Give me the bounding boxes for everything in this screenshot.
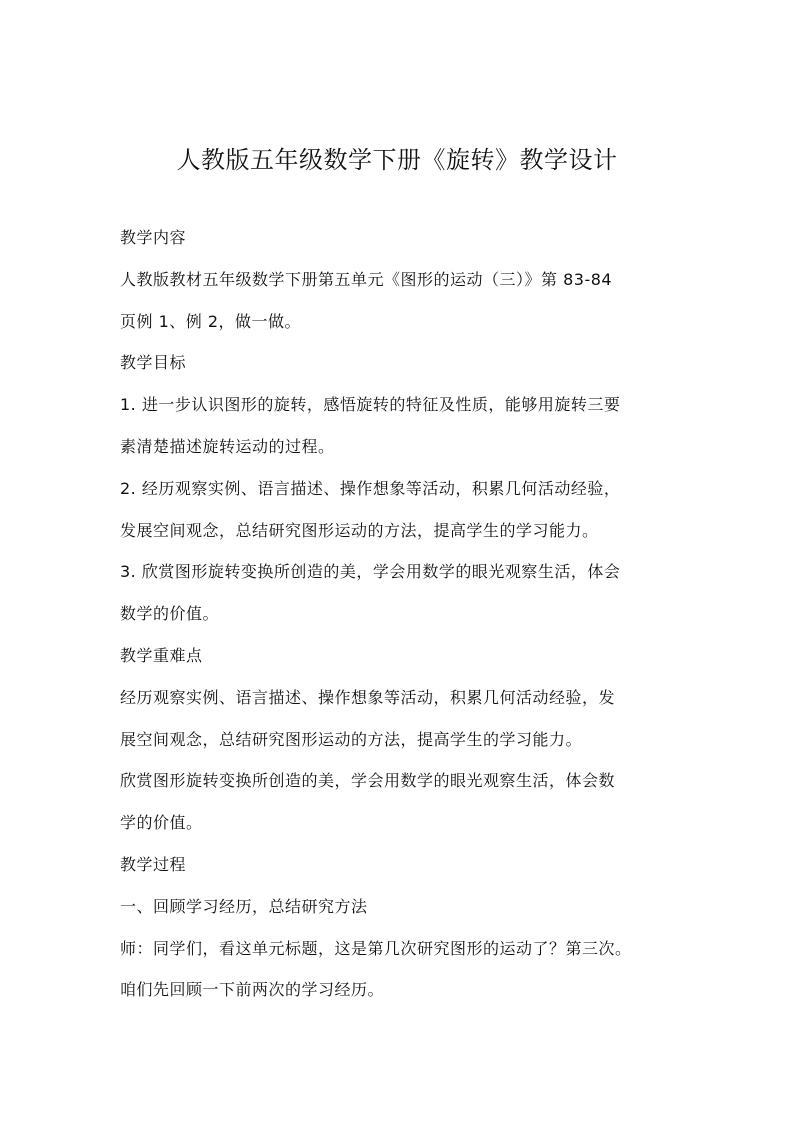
paragraph-line: 咱们先回顾一下前两次的学习经历。 xyxy=(120,980,385,1000)
paragraph-line: 经历观察实例、语言描述、操作想象等活动，积累几何活动经验，发 xyxy=(120,687,616,707)
section-heading-process: 教学过程 xyxy=(120,854,187,874)
section-heading-objectives: 教学目标 xyxy=(120,353,187,373)
document-title: 人教版五年级数学下册《旋转》教学设计 xyxy=(176,146,618,174)
document-body xyxy=(120,228,680,1022)
paragraph-line: 发展空间观念，总结研究图形运动的方法，提高学生的学习能力。 xyxy=(120,520,599,540)
paragraph-line: 1. 进一步认识图形的旋转，感悟旋转的特征及性质，能够用旋转三要 xyxy=(120,395,621,415)
paragraph-line: 人教版教材五年级数学下册第五单元《图形的运动（三）》第 83-84 xyxy=(120,269,613,289)
paragraph-line: 素清楚描述旋转运动的过程。 xyxy=(120,436,335,456)
paragraph-line: 页例 1、例 2，做一做。 xyxy=(120,311,302,331)
paragraph-line: 2. 经历观察实例、语言描述、操作想象等活动，积累几何活动经验， xyxy=(120,478,621,498)
paragraph-line: 师：同学们，看这单元标题，这是第几次研究图形的运动了？第三次。 xyxy=(120,938,632,958)
paragraph-line: 学的价值。 xyxy=(120,813,203,833)
paragraph-line: 欣赏图形旋转变换所创造的美，学会用数学的眼光观察生活，体会数 xyxy=(120,771,616,791)
section-heading-content: 教学内容 xyxy=(120,228,187,247)
section-heading-key-points: 教学重难点 xyxy=(120,645,203,665)
subsection-heading: 一、回顾学习经历，总结研究方法 xyxy=(120,896,368,916)
paragraph-line: 数学的价值。 xyxy=(120,604,220,624)
paragraph-line: 3. 欣赏图形旋转变换所创造的美，学会用数学的眼光观察生活，体会 xyxy=(120,562,621,582)
paragraph-line: 展空间观念，总结研究图形运动的方法，提高学生的学习能力。 xyxy=(120,729,583,749)
